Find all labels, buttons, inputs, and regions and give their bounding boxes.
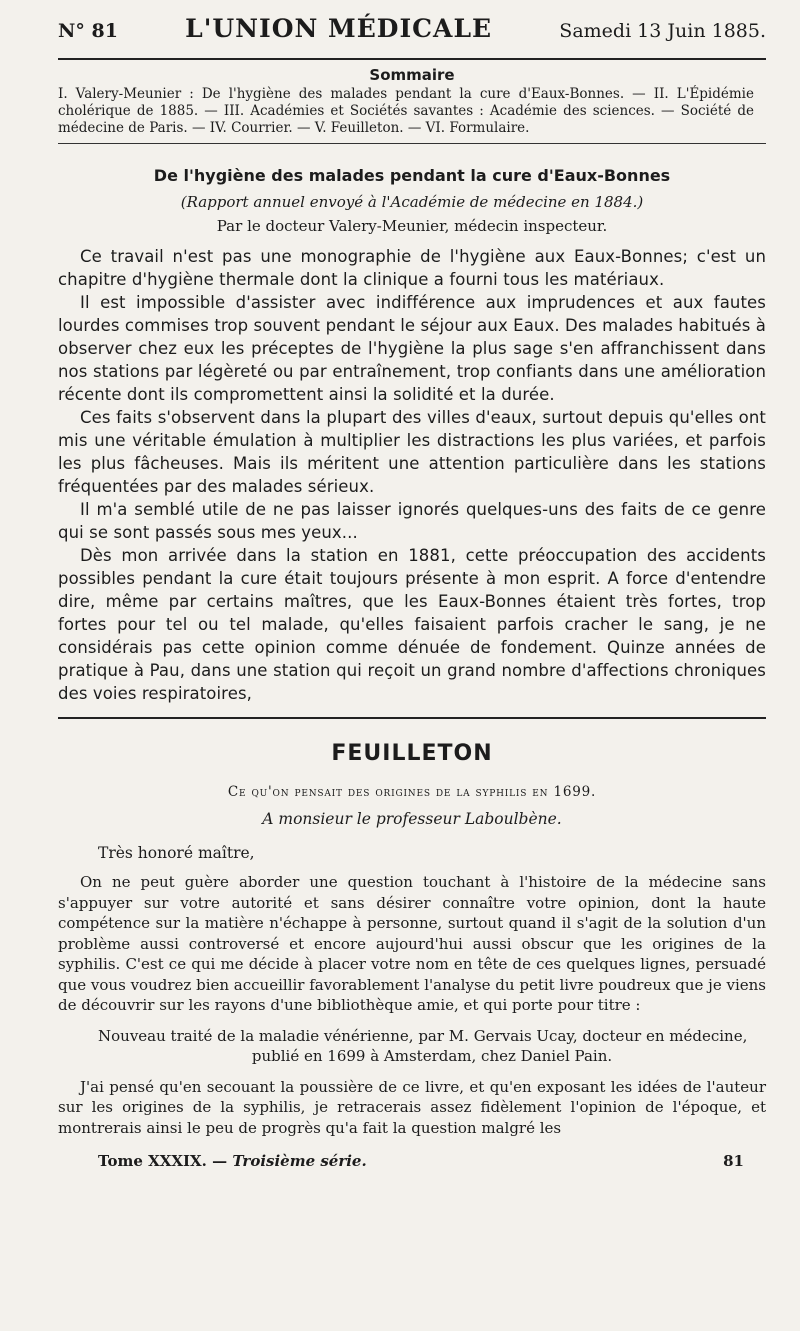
article-report-line: (Rapport annuel envoyé à l'Académie de médecine en 1884.) [180,193,644,211]
book-reference-line: Nouveau traité de la maladie vénérienne, par M. Gervais Ucay, docteur en médecine, [98,1026,748,1045]
article-author-line: Par le docteur Valery-Meunier, médecin inspecteur. [216,217,608,235]
page-number: 81 [723,1152,744,1170]
page-footer [98,1152,744,1170]
feuilleton-title: FEUILLETON [331,741,493,766]
article-paragraph: Ces faits s'observent dans la plupart des villes d'eaux, surtout depuis qu'elles ont mis une véritable émulation à multiplier les distractions les plus variées, et parfois les plus fâcheuses. Mais ils méritent une attention particulière dans les stations fréquentées par des malades sérieux. [58,408,766,496]
article-body [58,245,766,705]
feuilleton-paragraph: On ne peut guère aborder une question touchant à l'histoire de la médecine sans s'appuyer sur votre autorité et sans désirer connaître votre opinion, dont la haute compétence sur la matière n'échappe à personne, surtout quand il s'agit de la solution d'un problème aussi controversé et encore aujourd'hui aussi obscur que les origines de la syphilis. C'est ce qui me décide à placer votre nom en tête de ces quelques lignes, persuadé que vous voudrez bien accueillir favorablement l'analyse du petit livre poudreux que je viens de découvrir sur les rayons d'une bibliothèque amie, et qui porte pour titre : [58,873,766,1014]
article-paragraph: Il est impossible d'assister avec indifférence aux imprudences et aux fautes lourdes commises trop souvent pendant le séjour aux Eaux. Des malades habitués à observer chez eux les préceptes de l'hygiène la plus sage s'en affranchissent dans nos stations par légèreté ou par entraînement, trop confiants dans une amélioration récente dont ils compromettent ainsi la solidité et la durée. [58,293,766,404]
feuilleton-subtitle: Ce qu'on pensait des origines de la syphilis en 1699. [227,784,597,800]
book-reference-line: publié en 1699 à Amsterdam, chez Daniel Pain. [251,1047,613,1065]
book-reference [98,1026,766,1067]
feuilleton-dedication: A monsieur le professeur Laboulbène. [262,810,562,828]
article-paragraph: Dès mon arrivée dans la station en 1881, cette préoccupation des accidents possibles pendant la cure était toujours présente à mon esprit. A force d'entendre dire, même par certains maîtres, que les Eaux-Bonnes étaient très fortes, trop fortes pour tel ou tel malade, qu'elles faisaient parfois cracher le sang, je ne considérais pas cette opinion comme dénuée de fondement. Quinze années de pratique à Pau, dans une station qui reçoit un grand nombre d'affections chroniques des voies respiratoires, [58,546,766,703]
sommaire-rule [58,143,766,144]
sommaire-title: Sommaire [369,66,455,84]
header-rule [58,58,766,60]
sommaire-text: I. Valery-Meunier : De l'hygiène des malades pendant la cure d'Eaux-Bonnes. — II. L'Épidémie cholérique de 1885. — III. Académies et Sociétés savantes : Académie des sciences. — Société de médecine de Paris. — IV. Courrier. — V. Feuilleton. — VI. Formulaire. [58,86,754,136]
feuilleton-separator [58,717,766,719]
volume-label: Tome XXXIX. — [98,1152,228,1170]
footer-volume [98,1152,367,1170]
article-title: De l'hygiène des malades pendant la cure d'Eaux-Bonnes [153,166,671,185]
issue-date: Samedi 13 Juin 1885. [559,20,766,42]
journal-title: L'UNION MÉDICALE [185,14,493,43]
issue-number: N° 81 [58,20,118,42]
page-header [58,14,766,58]
feuilleton-paragraph: J'ai pensé qu'en secouant la poussière de ce livre, et qu'en exposant les idées de l'auteur sur les origines de la syphilis, je retracerais assez fidèlement l'opinion de l'époque, et montrerais ainsi le peu de progrès qu'a fait la question malgré les [58,1077,766,1137]
series-label: Troisième série. [232,1152,367,1170]
article-paragraph: Ce travail n'est pas une monographie de l'hygiène aux Eaux-Bonnes; c'est un chapitre d'hygiène thermale dont la clinique a fourni tous les matériaux. [58,247,766,289]
article-paragraph: Il m'a semblé utile de ne pas laisser ignorés quelques-uns des faits de ce genre qui se sont passés sous mes yeux... [58,500,766,542]
feuilleton-salutation: Très honoré maître, [98,844,255,862]
